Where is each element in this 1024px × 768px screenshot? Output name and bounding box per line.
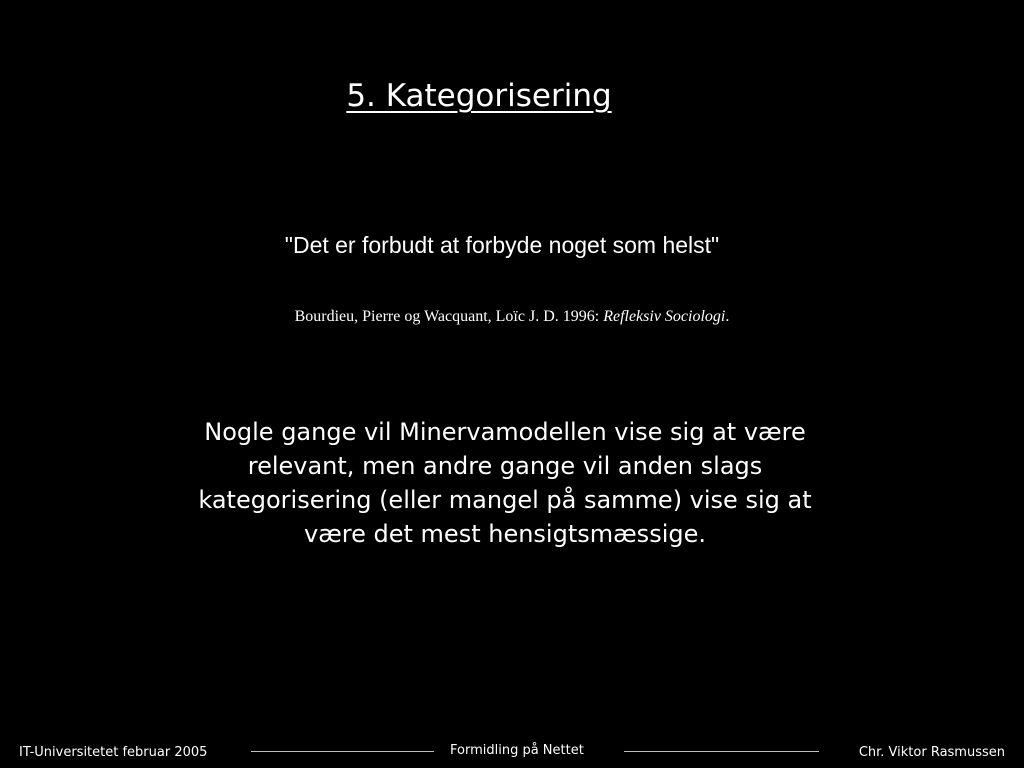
body-line: Nogle gange vil Minervamodellen vise sig at være: [204, 418, 806, 446]
footer: [0, 738, 1024, 768]
citation-authors-year: Bourdieu, Pierre og Wacquant, Loïc J. D. 1996:: [294, 308, 604, 325]
body-paragraph: [120, 415, 890, 551]
citation: [0, 306, 1024, 328]
citation-book-title: Refleksiv Sociologi: [603, 308, 726, 325]
body-line: relevant, men andre gange vil anden slags: [247, 452, 763, 480]
citation-trailing: .: [725, 308, 730, 325]
footer-course: Formidling på Nettet: [450, 743, 584, 758]
body-line: kategorisering (eller mangel på samme) vise sig at: [198, 486, 812, 514]
footer-author: Chr. Viktor Rasmussen: [858, 745, 1005, 760]
footer-institution: IT-Universitetet februar 2005: [19, 745, 208, 760]
body-line: være det mest hensigtsmæssige.: [304, 520, 706, 548]
footer-divider-left: [251, 751, 434, 752]
footer-divider-right: [624, 751, 819, 752]
slide-title: 5. Kategorisering: [346, 78, 612, 114]
quote: "Det er forbudt at forbyde noget som helst": [284, 232, 720, 258]
